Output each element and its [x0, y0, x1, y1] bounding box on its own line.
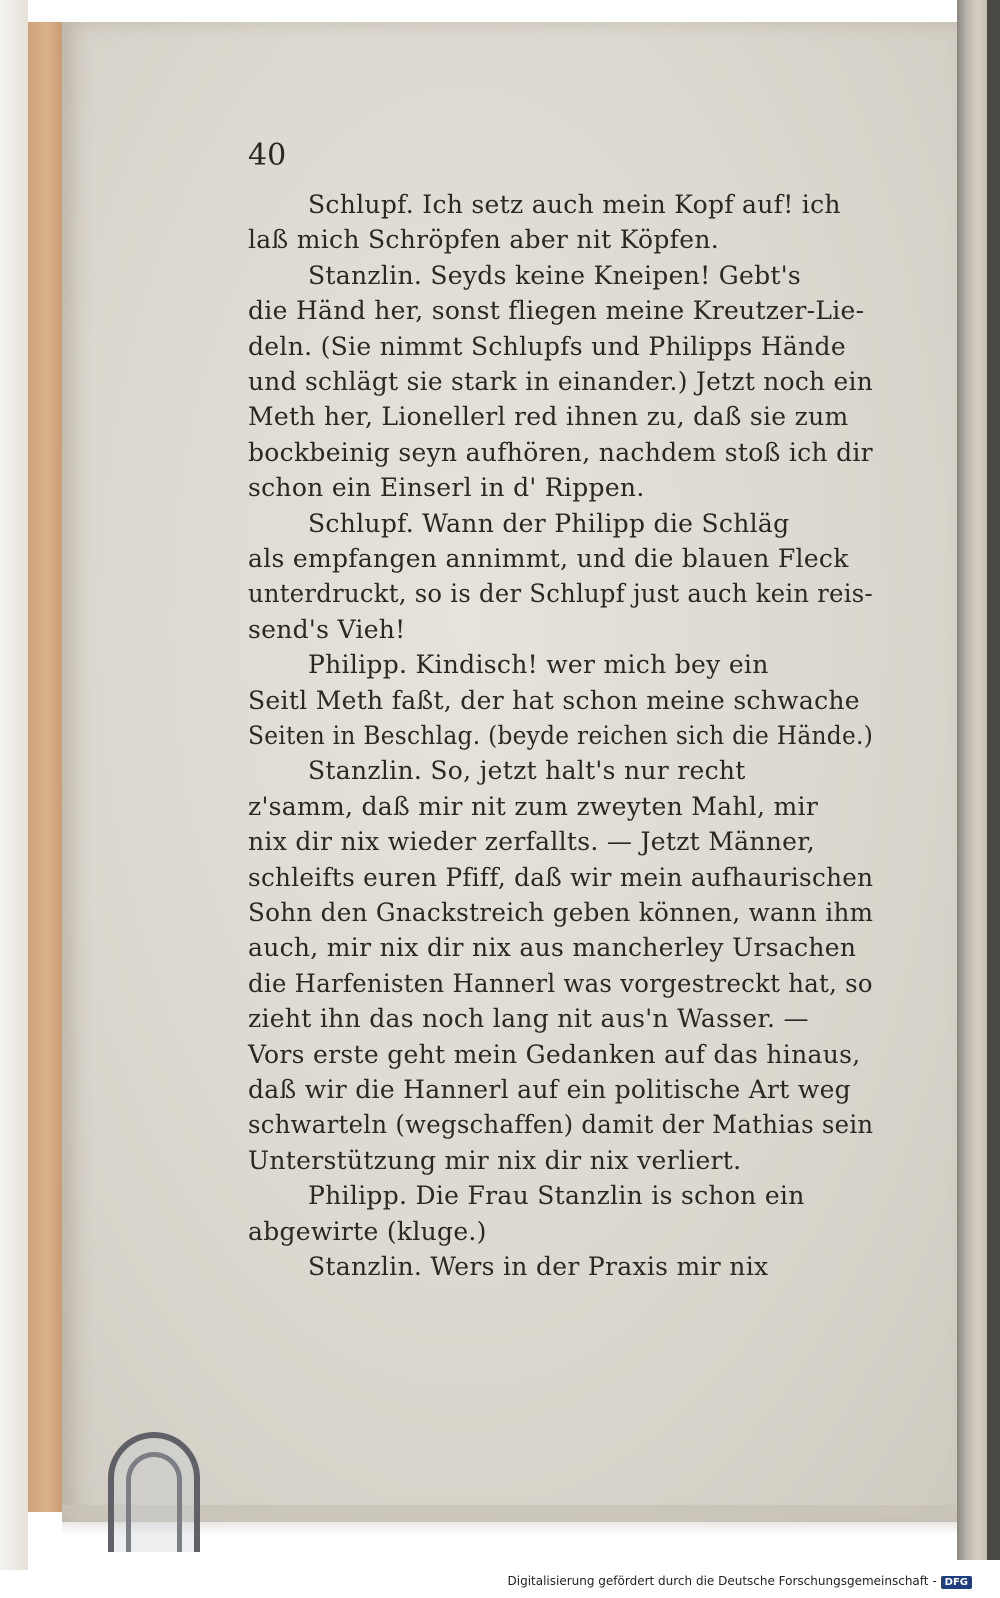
text-line: Vors erste geht mein Gedanken auf das hinaus, — [248, 1039, 861, 1069]
text-line: send's Vieh! — [248, 614, 406, 644]
text-line: die Harfenisten Hannerl was vorgestreckt hat, so — [248, 968, 873, 998]
text-line: die Händ her, sonst fliegen meine Kreutzer-Lie- — [248, 296, 865, 326]
book-page-edges — [28, 22, 64, 1512]
text-line: Meth her, Lionellerl red ihnen zu, daß sie zum — [248, 402, 849, 432]
text-line: schwarteln (wegschaffen) damit der Mathias sein — [248, 1110, 874, 1140]
text-line: schon ein Einserl in d' Rippen. — [248, 473, 645, 503]
text-line: Sohn den Gnackstreich geben können, wann ihm — [248, 898, 874, 927]
text-line: und schlägt sie stark in einander.) Jetzt noch ein — [248, 367, 874, 396]
text-line: Stanzlin. Seyds keine Kneipen! Gebt's — [308, 260, 802, 290]
text-line: Stanzlin. So, jetzt halt's nur recht — [308, 756, 746, 786]
text-line: laß mich Schröpfen aber nit Köpfen. — [248, 225, 719, 255]
text-line: Unterstützung mir nix dir nix verliert. — [248, 1145, 742, 1175]
page-number: 40 — [248, 138, 287, 173]
text-line: deln. (Sie nimmt Schlupfs und Philipps Hände — [248, 331, 846, 361]
text-line: Philipp. Die Frau Stanzlin is schon ein — [308, 1181, 805, 1211]
book-spine-shadow — [987, 0, 1000, 1560]
text-line: bockbeinig seyn aufhören, nachdem stoß ich dir — [248, 437, 873, 467]
text-line: Schlupf. Wann der Philipp die Schläg — [308, 508, 790, 538]
text-line: Stanzlin. Wers in der Praxis mir nix — [308, 1252, 769, 1281]
text-line: schleifts euren Pfiff, daß wir mein aufhaurischen — [248, 862, 874, 892]
text-line: auch, mir nix dir nix aus mancherley Ursachen — [248, 933, 857, 963]
text-line: als empfangen annimmt, und die blauen Fleck — [248, 544, 849, 573]
text-line: daß wir die Hannerl auf ein politische Art weg — [248, 1075, 851, 1104]
text-line: Seitl Meth faßt, der hat schon meine schwache — [248, 685, 860, 715]
paper-clip-inner-icon — [126, 1452, 182, 1552]
credit-text: Digitalisierung gefördert durch die Deutsche Forschungsgemeinschaft - — [507, 1574, 937, 1588]
text-line: unterdruckt, so is der Schlupf just auch kein reis- — [248, 579, 873, 609]
text-line: nix dir nix wieder zerfallts. — Jetzt Männer, — [248, 827, 816, 857]
text-line: Seiten in Beschlag. (beyde reichen sich die Hände.) — [248, 721, 874, 750]
digitization-credit — [508, 1574, 973, 1589]
text-line: zieht ihn das noch lang nit aus'n Wasser. — — [248, 1004, 809, 1034]
text-line: z'samm, daß mir nit zum zweyten Mahl, mir — [248, 791, 819, 821]
text-line: Philipp. Kindisch! wer mich bey ein — [308, 650, 769, 680]
scan-left-margin — [0, 0, 28, 1570]
text-line: Schlupf. Ich setz auch mein Kopf auf! ich — [308, 190, 841, 219]
dfg-logo: DFG — [941, 1576, 972, 1589]
book-gutter — [957, 0, 987, 1560]
text-line: abgewirte (kluge.) — [248, 1216, 487, 1246]
